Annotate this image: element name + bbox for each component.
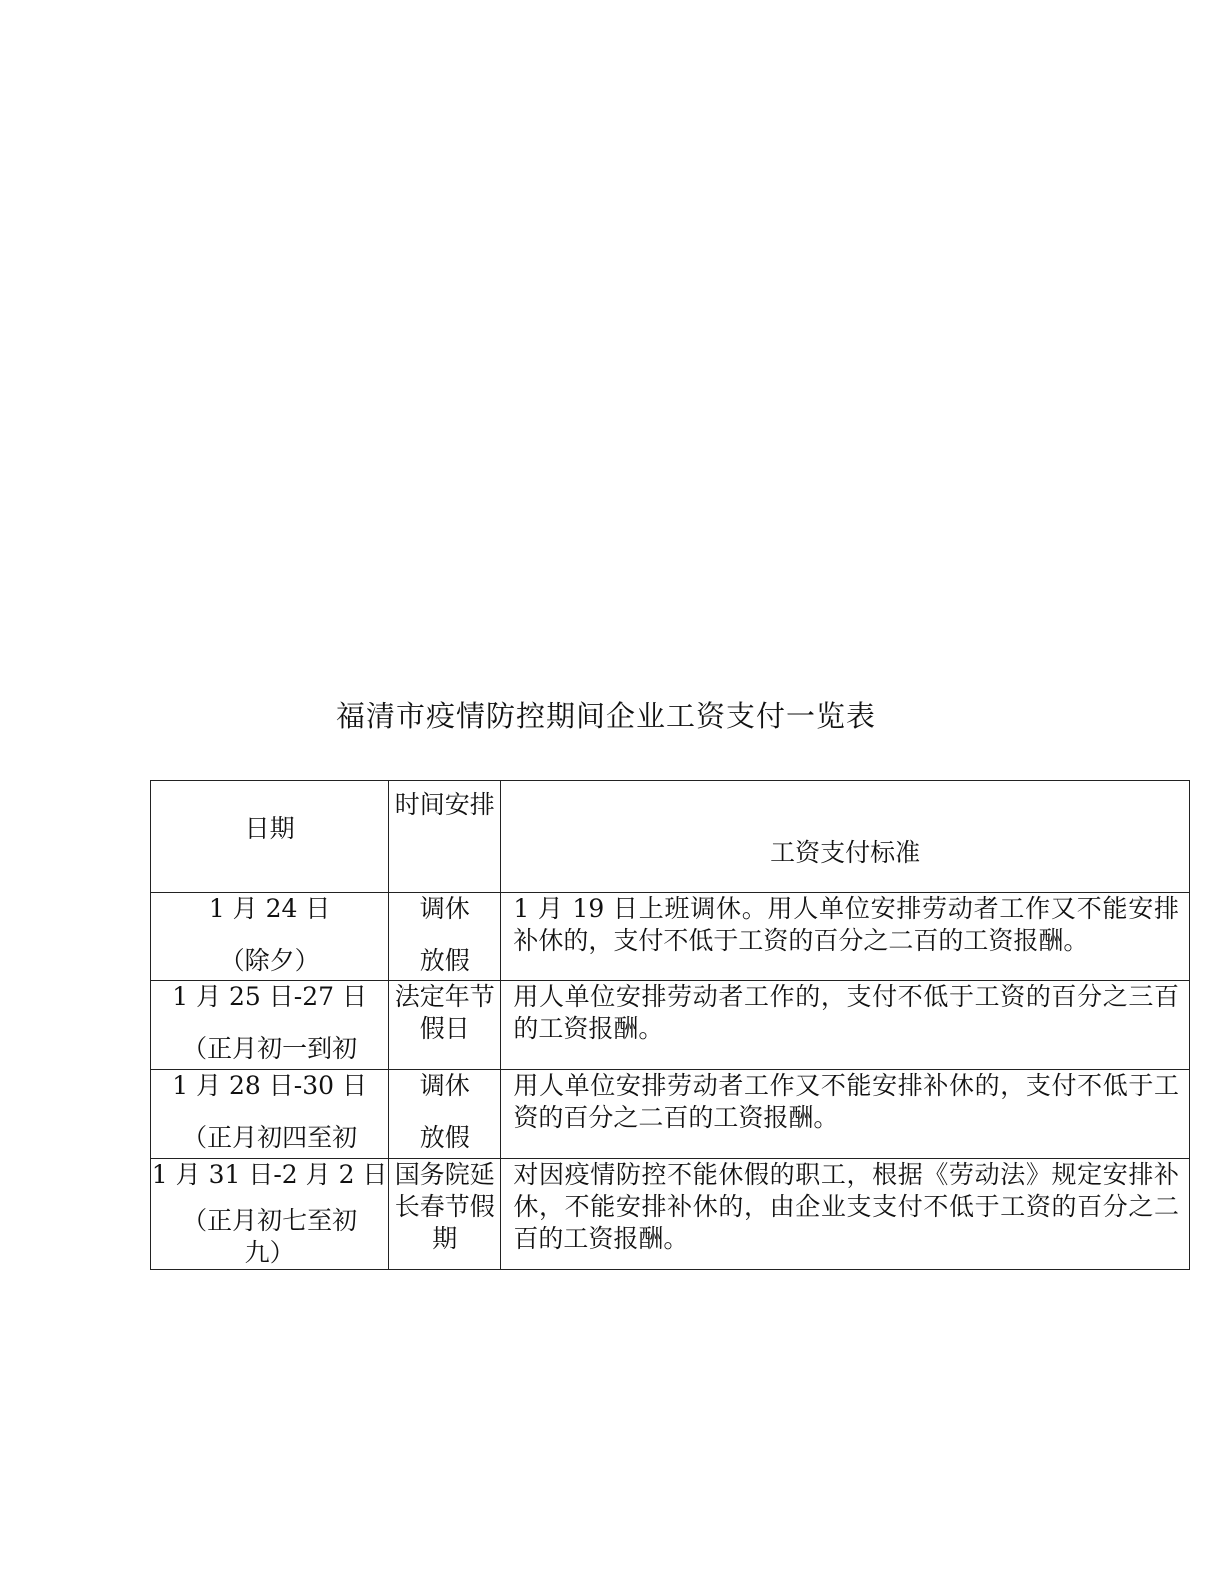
date-cell bbox=[151, 981, 389, 1070]
table-row bbox=[151, 1070, 1190, 1159]
table-row bbox=[151, 1159, 1190, 1270]
date-lunar-note: （正月初七至初九） bbox=[182, 1206, 358, 1267]
date-lunar-note: （正月初一到初 bbox=[182, 1034, 358, 1063]
standard-cell: 1 月 19 日上班调休。用人单位安排劳动者工作又不能安排补休的，支付不低于工资的百分之二百的工资报酬。 bbox=[501, 893, 1190, 981]
date-range: 1 月 31 日-2 月 2 日 bbox=[151, 1160, 388, 1189]
header-arrangement-label: 时间安排 bbox=[394, 790, 495, 819]
date-cell bbox=[151, 1070, 389, 1159]
arrangement-text-2: 放假 bbox=[419, 1123, 470, 1152]
document-title: 福清市疫情防控期间企业工资支付一览表 bbox=[335, 699, 876, 733]
standard-cell: 对因疫情防控不能休假的职工，根据《劳动法》规定安排补休，不能安排补休的，由企业支支付不低于工资的百分之二百的工资报酬。 bbox=[501, 1159, 1190, 1270]
header-date bbox=[151, 781, 389, 893]
arrangement-cell: 国务院延长春节假期 bbox=[389, 1159, 501, 1270]
header-arrangement bbox=[389, 781, 501, 893]
table-row bbox=[151, 981, 1190, 1070]
date-cell bbox=[151, 893, 389, 981]
arrangement-cell bbox=[389, 893, 501, 981]
table-header-row bbox=[151, 781, 1190, 893]
date-range: 1 月 28 日-30 日 bbox=[172, 1071, 367, 1100]
date-lunar-note: （除夕） bbox=[219, 946, 320, 975]
date-range: 1 月 24 日 bbox=[208, 894, 331, 923]
standard-cell: 用人单位安排劳动者工作的，支付不低于工资的百分之三百的工资报酬。 bbox=[501, 981, 1190, 1070]
wage-payment-table bbox=[150, 780, 1190, 1270]
header-standard-label: 工资支付标准 bbox=[770, 837, 921, 867]
arrangement-cell bbox=[389, 1070, 501, 1159]
date-lunar-note: （正月初四至初 bbox=[182, 1123, 358, 1152]
header-date-label: 日期 bbox=[244, 814, 295, 843]
date-range: 1 月 25 日-27 日 bbox=[172, 982, 367, 1011]
header-standard bbox=[501, 781, 1190, 893]
arrangement-text: 调休 bbox=[419, 894, 470, 923]
arrangement-cell: 法定年节假日 bbox=[389, 981, 501, 1070]
table-row bbox=[151, 893, 1190, 981]
arrangement-text-2: 放假 bbox=[419, 946, 470, 975]
standard-cell: 用人单位安排劳动者工作又不能安排补休的，支付不低于工资的百分之二百的工资报酬。 bbox=[501, 1070, 1190, 1159]
arrangement-text: 调休 bbox=[419, 1071, 470, 1100]
date-cell bbox=[151, 1159, 389, 1270]
